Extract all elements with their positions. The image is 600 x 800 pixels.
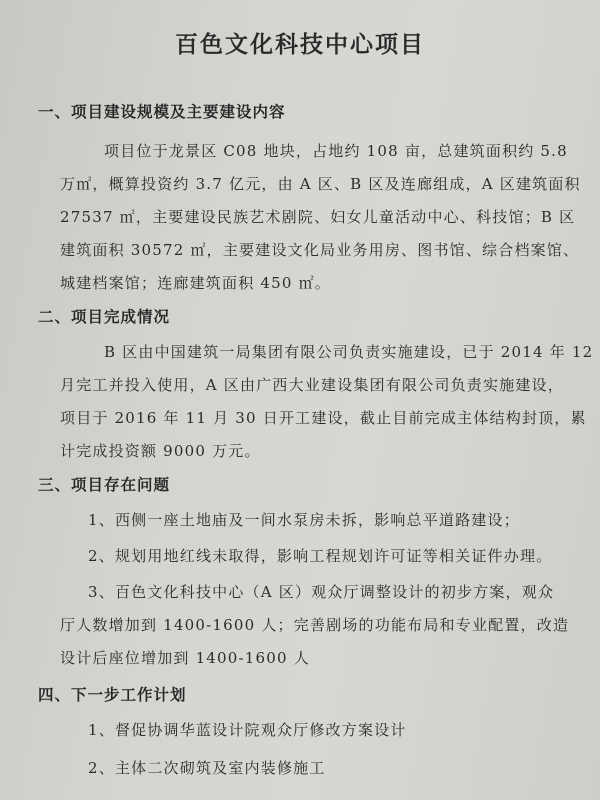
- paragraph-line: 设计后座位增加到 1400-1600 人: [60, 649, 310, 667]
- paragraph-line: 建筑面积 30572 ㎡，主要建设文化局业务用房、图书馆、综合档案馆、: [60, 241, 580, 259]
- paragraph-line: 27537 ㎡，主要建设民族艺术剧院、妇女儿童活动中心、科技馆；B 区: [60, 208, 576, 226]
- paragraph-line: 计完成投资额 9000 万元。: [60, 442, 261, 460]
- paragraph-line: 万㎡，概算投资约 3.7 亿元，由 A 区、B 区及连廊组成，A 区建筑面积: [60, 175, 581, 193]
- list-item: 2、主体二次砌筑及室内装修施工: [88, 759, 326, 777]
- list-item: 1、督促协调华蓝设计院观众厅修改方案设计: [88, 721, 407, 739]
- section-heading-next-steps: 四、下一步工作计划: [38, 686, 187, 704]
- paragraph-line: 项目位于龙景区 C08 地块，占地约 108 亩，总建筑面积约 5.8: [104, 142, 568, 160]
- paragraph-line: B 区由中国建筑一局集团有限公司负责实施建设，已于 2014 年 12: [104, 343, 594, 361]
- section-heading-issues: 三、项目存在问题: [38, 476, 171, 494]
- paragraph-line: 厅人数增加到 1400-1600 人；完善剧场的功能布局和专业配置，改造: [60, 616, 570, 634]
- section-heading-progress: 二、项目完成情况: [38, 308, 171, 326]
- section-heading-scale: 一、项目建设规模及主要建设内容: [38, 103, 286, 121]
- paragraph-line: 月完工并投入使用，A 区由广西大业建设集团有限公司负责实施建设，: [60, 376, 565, 394]
- page-title: 百色文化科技中心项目: [175, 32, 425, 58]
- paragraph-line: 城建档案馆；连廊建筑面积 450 ㎡。: [60, 274, 331, 292]
- list-item: 2、规划用地红线未取得，影响工程规划许可证等相关证件办理。: [88, 547, 553, 565]
- list-item: 3、百色文化科技中心（A 区）观众厅调整设计的初步方案，观众: [88, 583, 555, 601]
- list-item: 1、西侧一座土地庙及一间水泵房未拆，影响总平道路建设；: [88, 511, 520, 529]
- paragraph-line: 项目于 2016 年 11 月 30 日开工建设，截止目前完成主体结构封顶，累: [60, 409, 587, 427]
